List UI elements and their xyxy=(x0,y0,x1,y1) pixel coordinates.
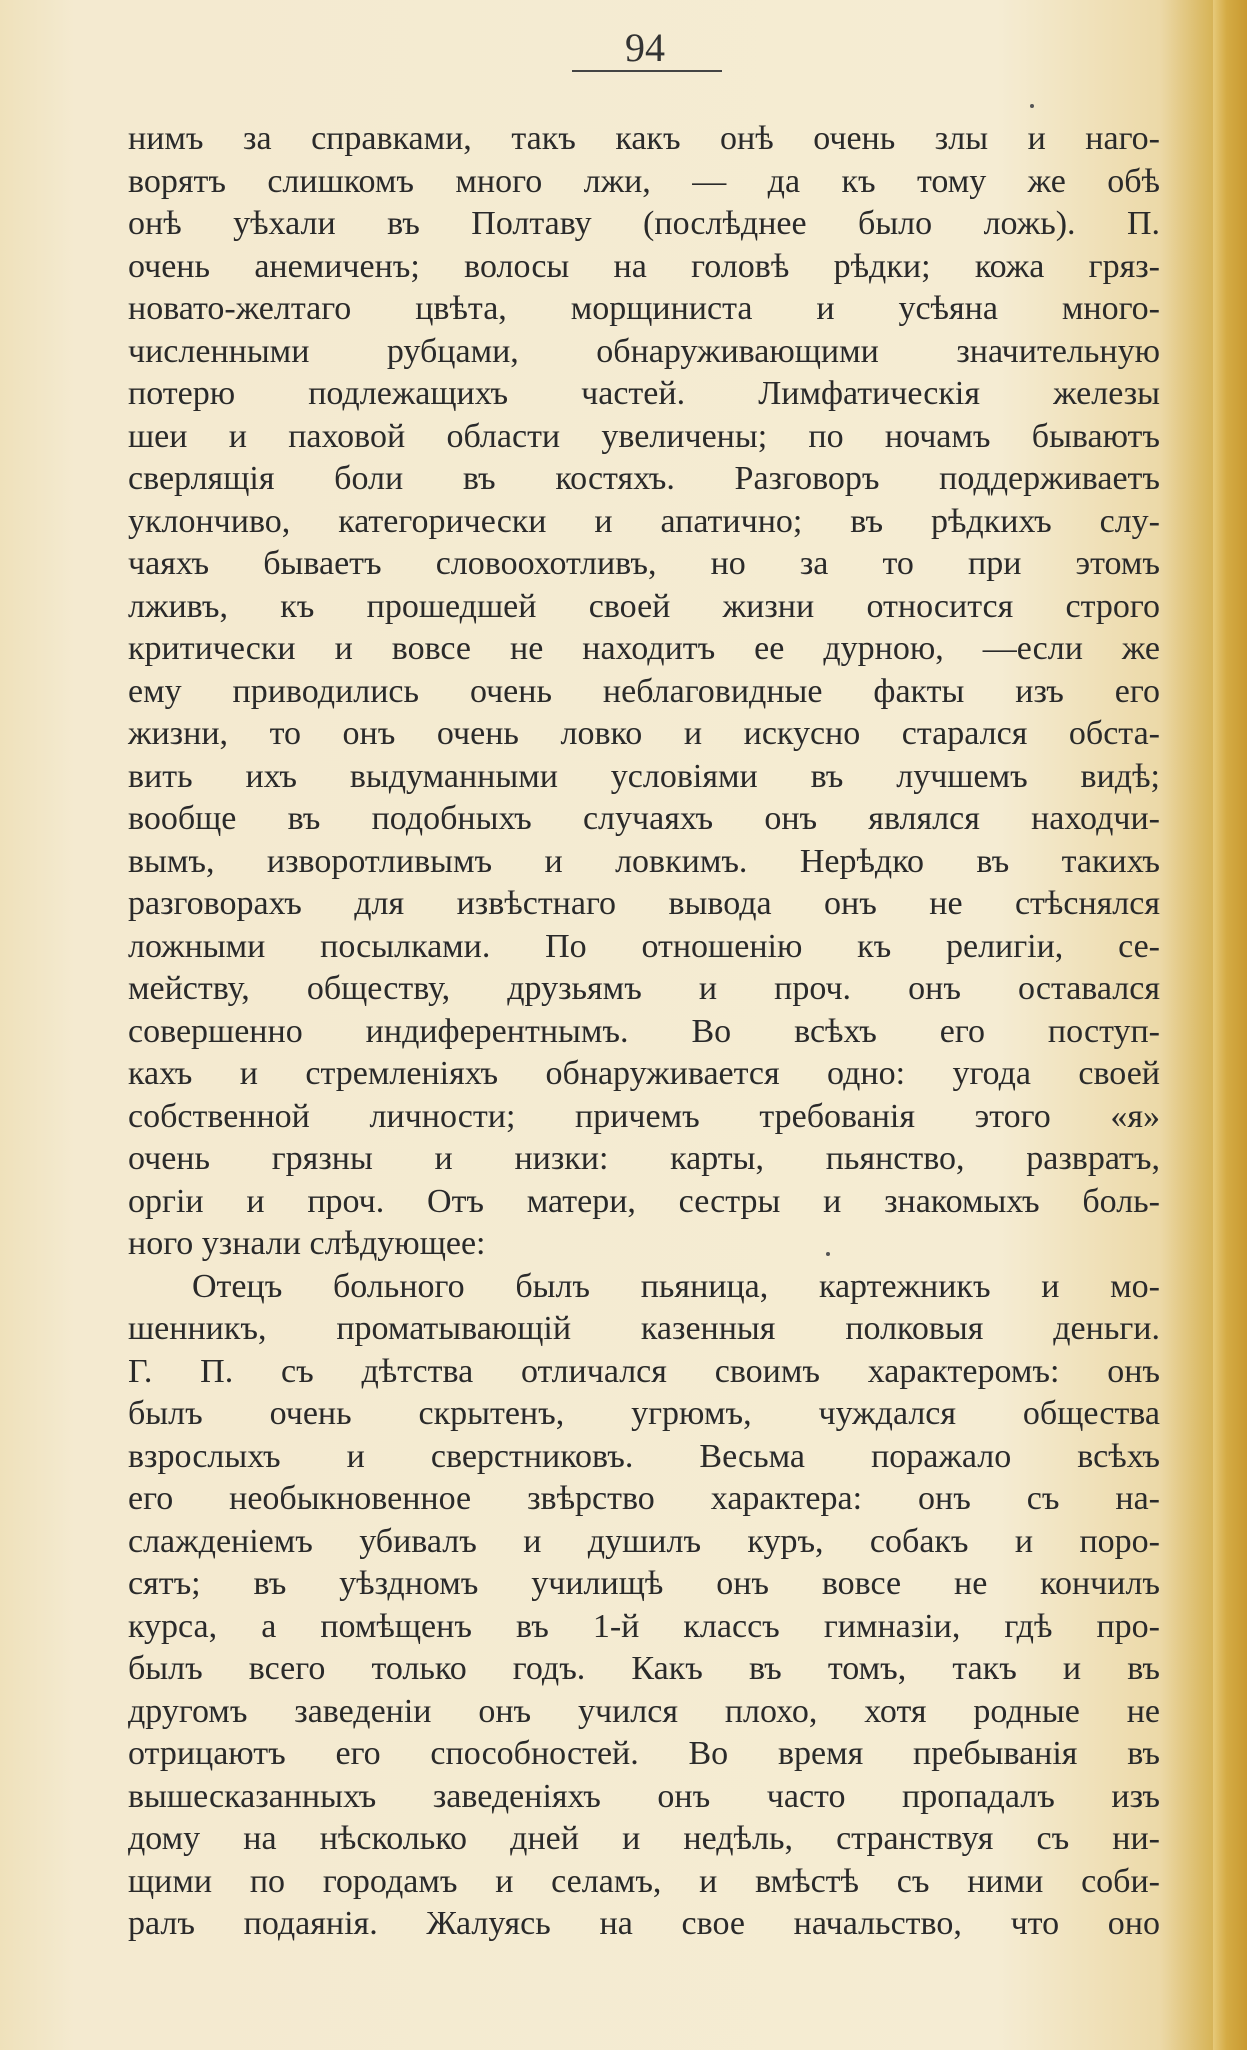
text-line: его необыкновенное звѣрство характера: онъ съ на- xyxy=(128,1480,1160,1517)
text-line: слажденіемъ убивалъ и душилъ куръ, собакъ и поро- xyxy=(128,1522,1160,1560)
text-line: дому на нѣсколько дней и недѣль, странствуя съ ни- xyxy=(128,1820,1160,1857)
text-line: очень анемиченъ; волосы на головѣ рѣдки; кожа гряз- xyxy=(128,247,1160,285)
text-line: вымъ, изворотливымъ и ловкимъ. Нерѣдко въ такихъ xyxy=(128,842,1160,880)
page-edge xyxy=(1213,0,1247,2050)
text-line: вышесказанныхъ заведеніяхъ онъ часто пропадалъ изъ xyxy=(128,1777,1160,1815)
text-line: былъ очень скрытенъ, угрюмъ, чуждался общества xyxy=(128,1395,1160,1432)
text-line: ралъ подаянія. Жалуясь на свое начальство, что оно xyxy=(128,1905,1160,1942)
body-text xyxy=(128,118,1160,1946)
text-line: Г. П. съ дѣтства отличался своимъ характеромъ: онъ xyxy=(128,1352,1160,1390)
text-line: курса, а помѣщенъ въ 1-й классъ гимназіи, гдѣ про- xyxy=(128,1607,1160,1645)
text-line: взрослыхъ и сверстниковъ. Весьма поражало всѣхъ xyxy=(128,1437,1160,1475)
text-line: щими по городамъ и селамъ, и вмѣстѣ съ ними соби- xyxy=(128,1862,1160,1900)
text-line: ного узнали слѣдующее: xyxy=(128,1225,486,1262)
text-line: кахъ и стремленіяхъ обнаруживается одно: угода своей xyxy=(128,1055,1160,1092)
text-line: собственной личности; причемъ требованія этого «я» xyxy=(128,1097,1160,1135)
text-line: отрицаютъ его способностей. Во время пребыванія въ xyxy=(128,1735,1160,1772)
ink-speck xyxy=(1030,104,1034,108)
text-line: былъ всего только годъ. Какъ въ томъ, такъ и въ xyxy=(128,1650,1160,1687)
text-line: совершенно индиферентнымъ. Во всѣхъ его поступ- xyxy=(128,1012,1160,1050)
paragraph-1 xyxy=(128,118,1160,1266)
text-line: численными рубцами, обнаруживающими значительную xyxy=(128,332,1160,370)
header-rule xyxy=(572,70,722,72)
text-line: вить ихъ выдуманными условіями въ лучшемъ видѣ; xyxy=(128,757,1160,795)
text-line: разговорахъ для извѣстнаго вывода онъ не стѣснялся xyxy=(128,885,1160,922)
text-line: другомъ заведеніи онъ учился плохо, хотя родные не xyxy=(128,1692,1160,1730)
text-line: нимъ за справками, такъ какъ онѣ очень злы и наго- xyxy=(128,120,1160,157)
text-line: онѣ уѣхали въ Полтаву (послѣднее было ложь). П. xyxy=(128,205,1160,242)
text-line: мейству, обществу, друзьямъ и проч. онъ оставался xyxy=(128,970,1160,1007)
ink-speck xyxy=(826,1252,830,1256)
paragraph-2 xyxy=(128,1266,1160,1946)
text-line: критически и вовсе не находитъ ее дурною, —если же xyxy=(128,630,1160,667)
text-line: новато-желтаго цвѣта, морщиниста и усѣяна много- xyxy=(128,290,1160,327)
text-line: очень грязны и низки: карты, пьянство, развратъ, xyxy=(128,1140,1160,1177)
text-line: ворятъ слишкомъ много лжи, — да къ тому же обѣ xyxy=(128,162,1160,200)
text-line: оргіи и проч. Отъ матери, сестры и знакомыхъ боль- xyxy=(128,1182,1160,1220)
text-line: чаяхъ бываетъ словоохотливъ, но за то при этомъ xyxy=(128,545,1160,582)
text-line: лживъ, къ прошедшей своей жизни относится строго xyxy=(128,587,1160,625)
text-line: сятъ; въ уѣздномъ училищѣ онъ вовсе не кончилъ xyxy=(128,1565,1160,1602)
text-line: ему приводились очень неблаговидные факты изъ его xyxy=(128,672,1160,710)
text-line: шенникъ, проматывающій казенныя полковыя деньги. xyxy=(128,1310,1160,1347)
text-line: вообще въ подобныхъ случаяхъ онъ являлся находчи- xyxy=(128,800,1160,837)
text-line: сверлящія боли въ костяхъ. Разговоръ поддерживаетъ xyxy=(128,460,1160,497)
text-line: жизни, то онъ очень ловко и искусно старался обста- xyxy=(128,715,1160,752)
page-number: 94 xyxy=(625,25,665,70)
text-line: уклончиво, категорически и апатично; въ рѣдкихъ слу- xyxy=(128,502,1160,540)
text-line: Отецъ больного былъ пьяница, картежникъ и мо- xyxy=(192,1267,1160,1305)
text-line: потерю подлежащихъ частей. Лимфатическія железы xyxy=(128,375,1160,412)
text-line: ложными посылками. По отношенію къ религіи, се- xyxy=(128,927,1160,965)
text-line: шеи и паховой области увеличены; по ночамъ бываютъ xyxy=(128,417,1160,455)
